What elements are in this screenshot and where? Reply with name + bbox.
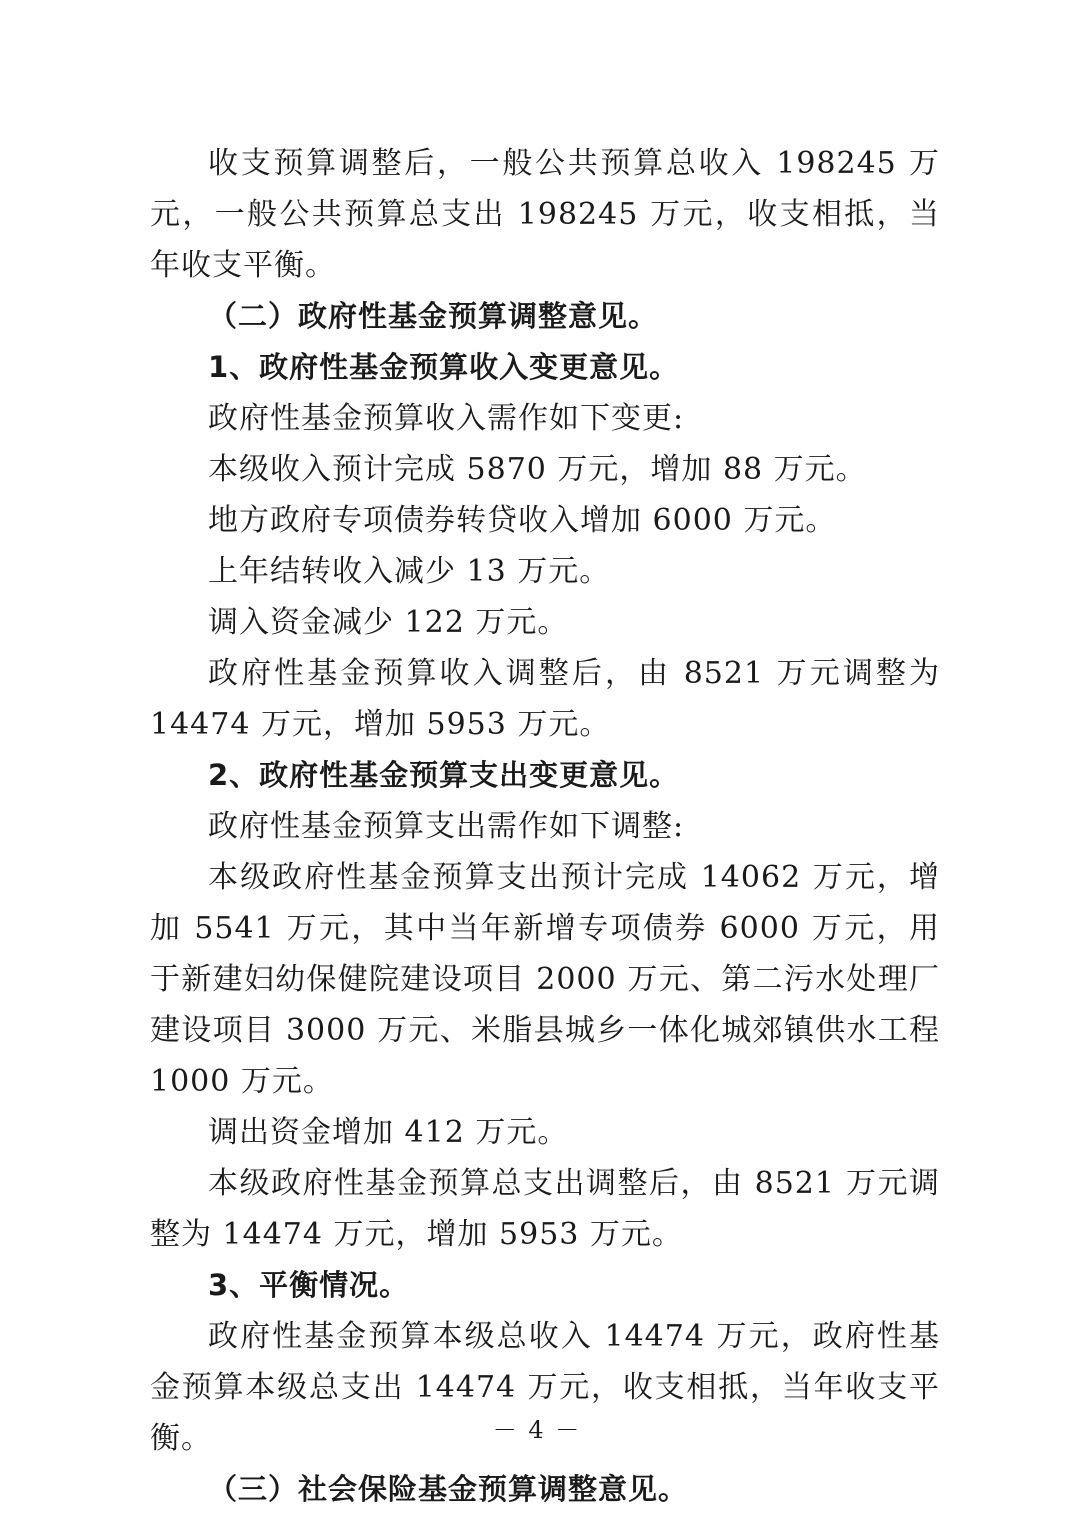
subsection-heading-income-change: 1、政府性基金预算收入变更意见。: [208, 350, 680, 384]
paragraph-gov-fund-balance: 政府性基金预算本级总收入 14474 万元，政府性基金预算本级总支出 14474 万元，收支相抵，当年收支平衡。: [150, 1319, 940, 1456]
subsection-heading-expenditure-change: 2、政府性基金预算支出变更意见。: [208, 758, 680, 792]
paragraph-transfer-in: 调入资金减少 122 万元。: [208, 605, 569, 640]
paragraph-expenditure-change-intro: 政府性基金预算支出需作如下调整:: [208, 809, 685, 844]
paragraph-general-budget-balance: 收支预算调整后，一般公共预算总收入 198245 万元，一般公共预算总支出 198245 万元，收支相抵，当年收支平衡。: [150, 146, 940, 283]
document-body: [150, 138, 940, 1515]
paragraph-income-adjusted-total: 政府性基金预算收入调整后，由 8521 万元调整为 14474 万元，增加 5953 万元。: [150, 656, 940, 742]
paragraph-carryover-income: 上年结转收入减少 13 万元。: [208, 554, 611, 589]
subsection-heading-balance: 3、平衡情况。: [208, 1268, 410, 1302]
paragraph-transfer-out: 调出资金增加 412 万元。: [208, 1115, 569, 1150]
section-heading-gov-fund-budget: （二）政府性基金预算调整意见。: [208, 299, 659, 333]
page-number: － 4 －: [492, 1416, 582, 1444]
paragraph-special-bond-income: 地方政府专项债券转贷收入增加 6000 万元。: [208, 503, 837, 538]
section-heading-social-insurance: （三）社会保险基金预算调整意见。: [208, 1472, 689, 1506]
paragraph-local-expenditure: 本级政府性基金预算支出预计完成 14062 万元，增加 5541 万元，其中当年新增专项债券 6000 万元，用于新建妇幼保健院建设项目 2000 万元、第二污水处理厂建设项目 3000 万元、米脂县城乡一体化城郊镇供水工程 1000 万元。: [150, 860, 940, 1099]
paragraph-expenditure-adjusted-total: 本级政府性基金预算总支出调整后，由 8521 万元调整为 14474 万元，增加 5953 万元。: [150, 1166, 940, 1252]
paragraph-income-change-intro: 政府性基金预算收入需作如下变更:: [208, 401, 685, 436]
paragraph-local-income: 本级收入预计完成 5870 万元，增加 88 万元。: [208, 452, 867, 487]
